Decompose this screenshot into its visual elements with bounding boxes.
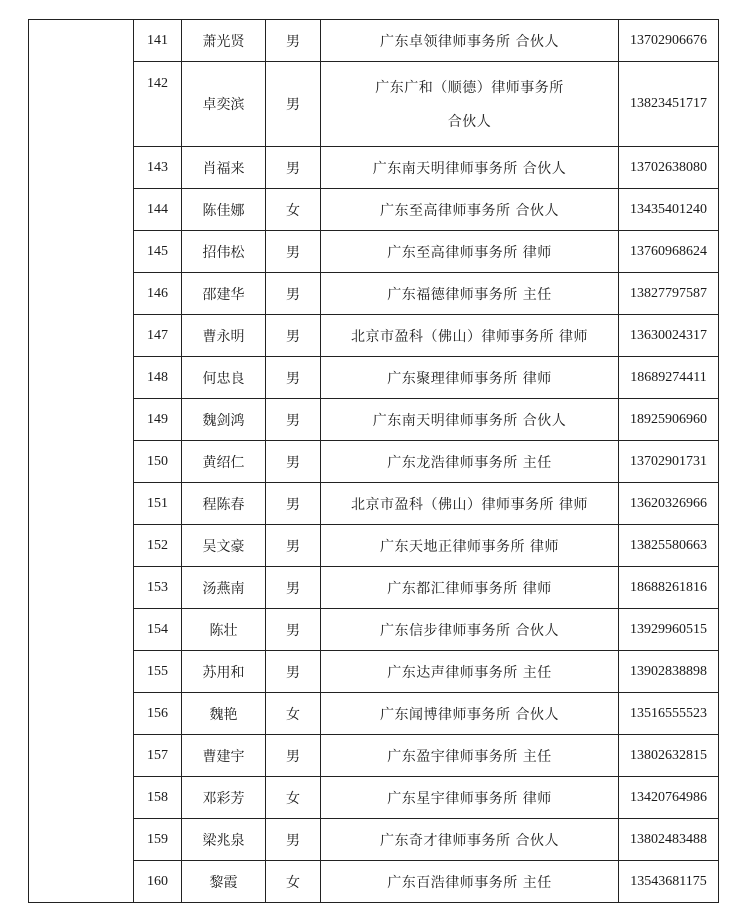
name-cell: 魏剑鸿 xyxy=(182,399,266,441)
firm-title-cell: 广东南天明律师事务所 合伙人 xyxy=(321,147,619,189)
firm-title-cell: 广东闻博律师事务所 合伙人 xyxy=(321,693,619,735)
name-cell: 邓彩芳 xyxy=(182,777,266,819)
phone-cell: 13825580663 xyxy=(619,525,719,567)
gender-cell: 男 xyxy=(266,62,321,147)
row-number-cell: 145 xyxy=(134,231,182,273)
name-cell: 梁兆泉 xyxy=(182,819,266,861)
gender-cell: 男 xyxy=(266,525,321,567)
phone-cell: 13543681175 xyxy=(619,861,719,903)
name-cell: 招伟松 xyxy=(182,231,266,273)
name-cell: 肖福来 xyxy=(182,147,266,189)
roster-body xyxy=(29,20,719,903)
phone-cell: 13827797587 xyxy=(619,273,719,315)
lawyer-roster-table xyxy=(28,19,719,903)
row-number-cell: 152 xyxy=(134,525,182,567)
phone-cell: 13702638080 xyxy=(619,147,719,189)
phone-cell: 13823451717 xyxy=(619,62,719,147)
firm-title-cell: 广东信步律师事务所 合伙人 xyxy=(321,609,619,651)
firm-title-cell: 广东福德律师事务所 主任 xyxy=(321,273,619,315)
gender-cell: 男 xyxy=(266,357,321,399)
row-number-cell: 141 xyxy=(134,20,182,62)
firm-title-cell: 广东都汇律师事务所 律师 xyxy=(321,567,619,609)
row-number-cell: 147 xyxy=(134,315,182,357)
row-number-cell: 143 xyxy=(134,147,182,189)
row-number-cell: 148 xyxy=(134,357,182,399)
phone-cell: 13516555523 xyxy=(619,693,719,735)
name-cell: 黎霞 xyxy=(182,861,266,903)
name-cell: 萧光贤 xyxy=(182,20,266,62)
firm-title-cell: 广东百浩律师事务所 主任 xyxy=(321,861,619,903)
phone-cell: 18689274411 xyxy=(619,357,719,399)
gender-cell: 男 xyxy=(266,735,321,777)
row-number-cell: 142 xyxy=(134,62,182,147)
phone-cell: 13420764986 xyxy=(619,777,719,819)
category-cell xyxy=(29,20,134,903)
phone-cell: 13929960515 xyxy=(619,609,719,651)
row-number-cell: 158 xyxy=(134,777,182,819)
phone-cell: 13702901731 xyxy=(619,441,719,483)
firm-title-cell: 广东盈宇律师事务所 主任 xyxy=(321,735,619,777)
firm-title-cell: 广东南天明律师事务所 合伙人 xyxy=(321,399,619,441)
title-text: 合伙人 xyxy=(447,114,492,130)
firm-title-cell: 广东达声律师事务所 主任 xyxy=(321,651,619,693)
gender-cell: 男 xyxy=(266,273,321,315)
row-number-cell: 159 xyxy=(134,819,182,861)
phone-cell: 18925906960 xyxy=(619,399,719,441)
phone-cell: 13620326966 xyxy=(619,483,719,525)
phone-cell: 13630024317 xyxy=(619,315,719,357)
row-number-cell: 154 xyxy=(134,609,182,651)
row-number-cell: 153 xyxy=(134,567,182,609)
row-number-cell: 149 xyxy=(134,399,182,441)
gender-cell: 男 xyxy=(266,483,321,525)
gender-cell: 男 xyxy=(266,315,321,357)
row-number-cell: 155 xyxy=(134,651,182,693)
phone-cell: 13702906676 xyxy=(619,20,719,62)
firm-title-cell: 广东至高律师事务所 合伙人 xyxy=(321,189,619,231)
row-number-cell: 150 xyxy=(134,441,182,483)
phone-cell: 13902838898 xyxy=(619,651,719,693)
name-cell: 邵建华 xyxy=(182,273,266,315)
phone-cell: 13435401240 xyxy=(619,189,719,231)
gender-cell: 男 xyxy=(266,567,321,609)
name-cell: 何忠良 xyxy=(182,357,266,399)
gender-cell: 男 xyxy=(266,231,321,273)
table-row xyxy=(29,20,719,62)
gender-cell: 女 xyxy=(266,861,321,903)
gender-cell: 男 xyxy=(266,20,321,62)
firm-title-cell xyxy=(321,62,619,147)
row-number-cell: 160 xyxy=(134,861,182,903)
row-number-cell: 144 xyxy=(134,189,182,231)
name-cell: 吴文豪 xyxy=(182,525,266,567)
phone-cell: 13802483488 xyxy=(619,819,719,861)
row-number-cell: 157 xyxy=(134,735,182,777)
firm-title-cell: 北京市盈科（佛山）律师事务所 律师 xyxy=(321,315,619,357)
name-cell: 汤燕南 xyxy=(182,567,266,609)
gender-cell: 男 xyxy=(266,819,321,861)
firm-title-cell: 广东奇才律师事务所 合伙人 xyxy=(321,819,619,861)
gender-cell: 女 xyxy=(266,189,321,231)
gender-cell: 女 xyxy=(266,693,321,735)
phone-cell: 18688261816 xyxy=(619,567,719,609)
gender-cell: 男 xyxy=(266,147,321,189)
firm-title-cell: 广东天地正律师事务所 律师 xyxy=(321,525,619,567)
firm-name-text: 广东广和（顺德）律师事务所 xyxy=(375,80,564,96)
name-cell: 陈壮 xyxy=(182,609,266,651)
gender-cell: 女 xyxy=(266,777,321,819)
row-number-cell: 156 xyxy=(134,693,182,735)
row-number-cell: 146 xyxy=(134,273,182,315)
firm-title-cell: 北京市盈科（佛山）律师事务所 律师 xyxy=(321,483,619,525)
name-cell: 魏艳 xyxy=(182,693,266,735)
name-cell: 陈佳娜 xyxy=(182,189,266,231)
name-cell: 卓奕滨 xyxy=(182,62,266,147)
name-cell: 曹永明 xyxy=(182,315,266,357)
firm-title-cell: 广东星宇律师事务所 律师 xyxy=(321,777,619,819)
firm-title-cell: 广东至高律师事务所 律师 xyxy=(321,231,619,273)
gender-cell: 男 xyxy=(266,651,321,693)
name-cell: 曹建宇 xyxy=(182,735,266,777)
name-cell: 程陈春 xyxy=(182,483,266,525)
phone-cell: 13760968624 xyxy=(619,231,719,273)
gender-cell: 男 xyxy=(266,399,321,441)
gender-cell: 男 xyxy=(266,441,321,483)
firm-title-cell: 广东聚理律师事务所 律师 xyxy=(321,357,619,399)
name-cell: 黄绍仁 xyxy=(182,441,266,483)
firm-title-cell: 广东卓领律师事务所 合伙人 xyxy=(321,20,619,62)
row-number-cell: 151 xyxy=(134,483,182,525)
gender-cell: 男 xyxy=(266,609,321,651)
phone-cell: 13802632815 xyxy=(619,735,719,777)
firm-title-cell: 广东龙浩律师事务所 主任 xyxy=(321,441,619,483)
name-cell: 苏用和 xyxy=(182,651,266,693)
